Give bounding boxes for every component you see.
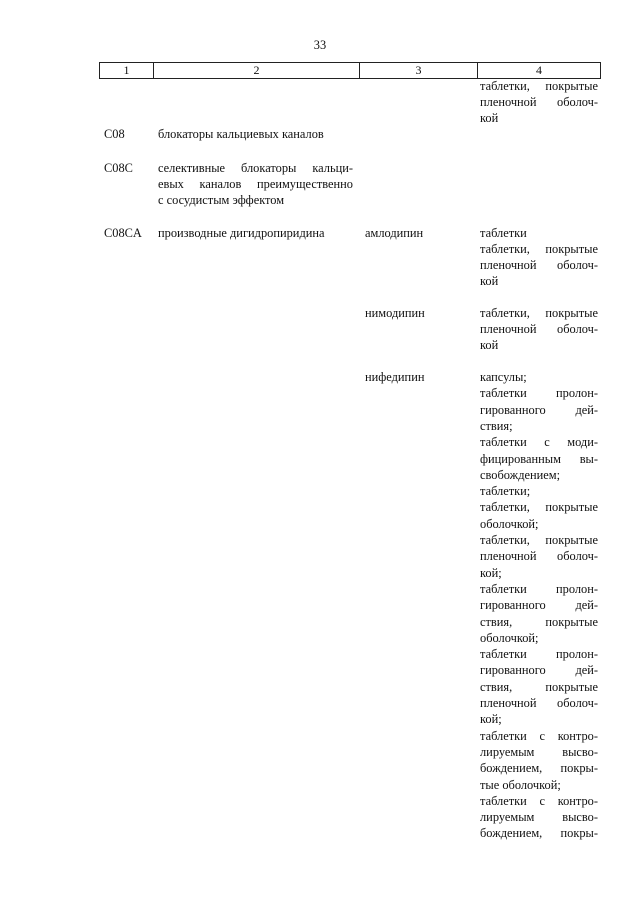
dosage-form-line: ствия; [480, 418, 513, 433]
dosage-form-line: бождением, покры- [480, 761, 598, 776]
dosage-form-line: капсулы; [480, 370, 527, 384]
dosage-form-line: ствия, покрытые [480, 614, 598, 629]
dosage-form-line: оболочкой; [480, 630, 539, 645]
dosage-form-line: лируемым высво- [480, 810, 598, 825]
dosage-form-line: лируемым высво- [480, 744, 598, 759]
group-name-line: селективные блокаторы кальци- [158, 161, 353, 175]
dosage-form-line: таблетки пролон- [480, 386, 598, 401]
group-name: производные дигидропиридина [158, 226, 325, 240]
dosage-form-line: кой [480, 338, 499, 352]
column-header-1: 1 [123, 63, 130, 77]
dosage-form-line: оболочкой; [480, 516, 539, 531]
dosage-form-line: кой; [480, 712, 502, 727]
drug-name: нифедипин [365, 370, 425, 384]
page-number: 33 [313, 38, 327, 52]
dosage-form-line: пленочной оболоч- [480, 95, 598, 109]
group-name-line: евых каналов преимущественно [158, 177, 353, 191]
dosage-form-line: таблетки с моди- [480, 435, 598, 450]
drug-name: нимодипин [365, 306, 425, 320]
dosage-form-line: таблетки; [480, 484, 531, 499]
dosage-form-line: таблетки пролон- [480, 647, 598, 662]
dosage-form-line: ствия, покрытые [480, 679, 598, 694]
dosage-form-line: тые оболочкой; [480, 777, 561, 792]
dosage-form-line: таблетки, покрытые [480, 500, 598, 515]
atc-code: C08 [104, 127, 125, 141]
dosage-form-line: свобождением; [480, 467, 561, 482]
dosage-form-line: фицированным вы- [480, 451, 598, 466]
column-header-2: 2 [253, 63, 260, 77]
dosage-form-line: таблетки, покрытые [480, 533, 598, 547]
atc-code: C08C [104, 161, 133, 175]
dosage-form-line: таблетки с контро- [480, 728, 598, 743]
dosage-form-line: пленочной оболоч- [480, 322, 598, 336]
atc-code: C08CA [104, 226, 142, 240]
dosage-form-line: гированного дей- [480, 663, 598, 678]
dosage-form-line: гированного дей- [480, 598, 598, 613]
dosage-form-line: таблетки пролон- [480, 581, 598, 596]
dosage-form-line: таблетки с контро- [480, 793, 598, 808]
table-header-row [99, 62, 601, 79]
dosage-form-line: таблетки, покрытые [480, 79, 598, 93]
dosage-form-line: гированного дей- [480, 402, 598, 417]
dosage-form-line: бождением, покры- [480, 826, 598, 841]
dosage-form-line: пленочной оболоч- [480, 549, 598, 564]
drug-name: амлодипин [365, 226, 424, 240]
dosage-form-line: кой [480, 274, 499, 288]
dosage-form-line: кой [480, 111, 499, 125]
dosage-form-line: кой; [480, 565, 502, 580]
dosage-form-line: пленочной оболоч- [480, 696, 598, 710]
dosage-form-line: таблетки, покрытые [480, 306, 598, 320]
dosage-form-line: пленочной оболоч- [480, 258, 598, 272]
group-name-line: с сосудистым эффектом [158, 193, 285, 207]
dosage-form-line: таблетки [480, 226, 527, 240]
column-header-4: 4 [536, 63, 542, 77]
group-name: блокаторы кальциевых каналов [158, 127, 324, 141]
dosage-form-line: таблетки, покрытые [480, 242, 598, 256]
column-header-3: 3 [415, 63, 422, 77]
